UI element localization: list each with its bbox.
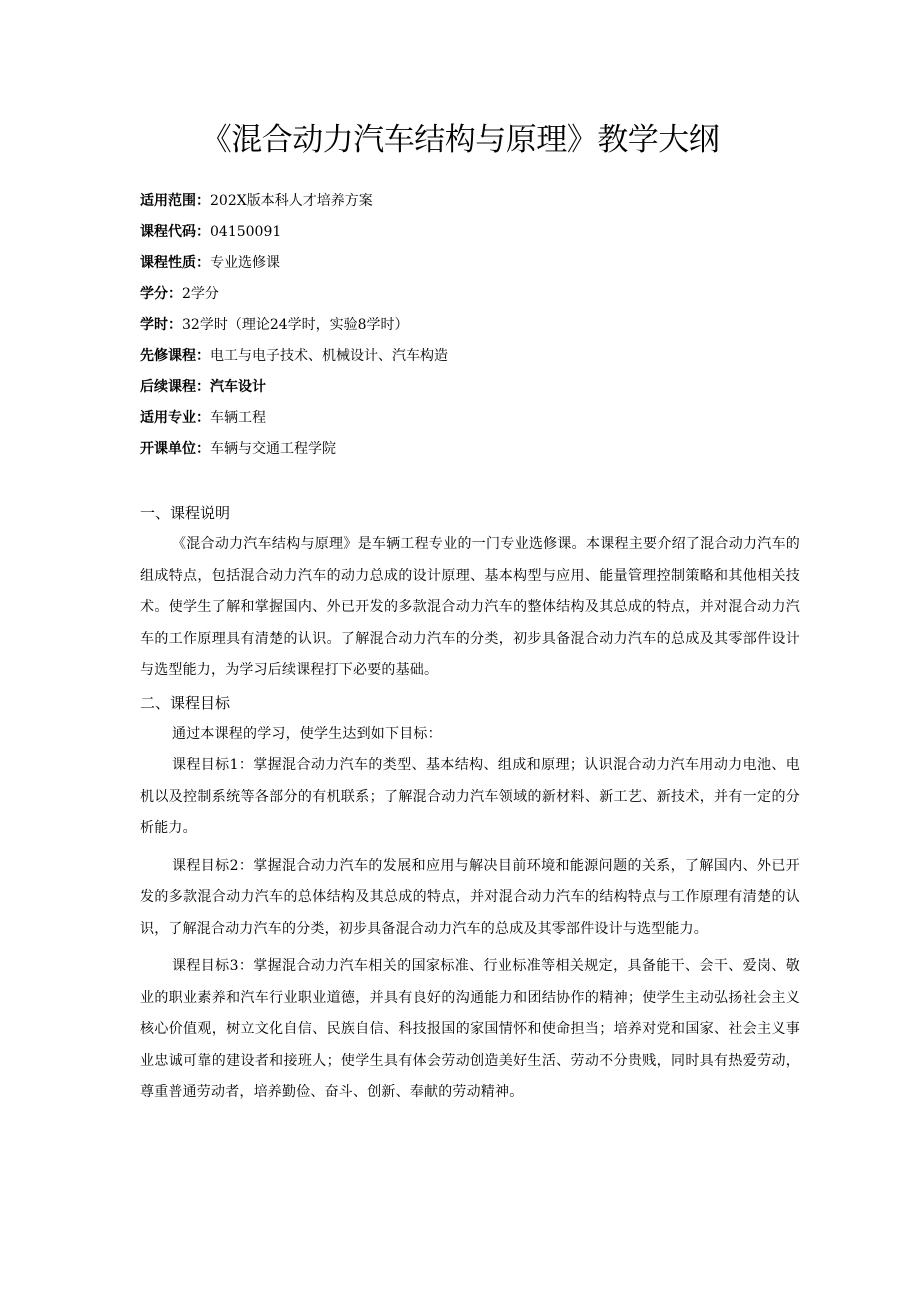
meta-value: 202X版本科人才培养方案 [210,193,373,209]
meta-label: 课程代码： [140,224,210,240]
meta-row-credits [140,279,800,310]
meta-label: 学时： [140,317,182,333]
section-heading-description: 一、课程说明 [140,504,231,522]
meta-label: 后续课程： [140,379,210,395]
meta-label: 课程性质： [140,255,210,271]
document-body [140,497,800,1115]
meta-row-code [140,217,800,248]
objective-2: 课程目标2：掌握混合动力汽车的发展和应用与解决目前环境和能源问题的关系，了解国内、外已开发的多款混合动力汽车的总体结构及其总成的特点，并对混合动力汽车的结构特点与工作原理有清楚的认识，了解混合动力汽车的分类，初步具备混合动力汽车的总成及其零部件设计与选型能力。 [140,857,800,937]
meta-value: 专业选修课 [210,255,280,271]
meta-value: 车辆工程 [210,410,266,426]
meta-label: 适用范围： [140,193,210,209]
document-title: 《混合动力汽车结构与原理》教学大纲 [200,122,720,158]
meta-label: 适用专业： [140,410,210,426]
meta-value: 电工与电子技术、机械设计、汽车构造 [210,348,448,364]
meta-value: 汽车设计 [210,379,266,395]
section-heading-objectives: 二、课程目标 [140,693,231,712]
meta-row-major [140,403,800,434]
meta-label: 学分： [140,286,182,302]
meta-label: 先修课程： [140,348,210,364]
meta-value: 2学分 [182,286,219,302]
meta-value: 04150091 [210,224,282,240]
meta-row-department [140,434,800,465]
meta-value: 车辆与交通工程学院 [210,441,336,457]
meta-row-prerequisites [140,341,800,372]
meta-row-followup [140,372,800,403]
course-meta [140,186,800,465]
objective-1: 课程目标1：掌握混合动力汽车的类型、基本结构、组成和原理；认识混合动力汽车用动力电池、电机以及控制系统等各部分的有机联系；了解混合动力汽车领域的新材料、新工艺、新技术，并有一定的分析能力。 [140,757,800,836]
meta-row-nature [140,248,800,279]
objective-3: 课程目标3：掌握混合动力汽车相关的国家标准、行业标准等相关规定，具备能干、会干、爱岗、敬业的职业素养和汽车行业职业道德，并具有良好的沟通能力和团结协作的精神；使学生主动弘扬社会主义核心价值观，树立文化自信、民族自信、科技报国的家国情怀和使命担当；培养对党和国家、社会主义事业忠诚可靠的建设者和接班人；使学生具有体会劳动创造美好生活、劳动不分贵贱，同时具有热爱劳动，尊重普通劳动者，培养勤俭、奋斗、创新、奉献的劳动精神。 [140,958,800,1100]
meta-label: 开课单位： [140,441,210,457]
meta-value: 32学时（理论24学时，实验8学时） [182,317,409,333]
meta-row-scope [140,186,800,217]
meta-row-hours [140,310,800,341]
description-paragraph: 《混合动力汽车结构与原理》是车辆工程专业的一门专业选修课。本课程主要介绍了混合动力汽车的组成特点，包括混合动力汽车的动力总成的设计原理、基本构型与应用、能量管理控制策略和其他相关技术。使学生了解和掌握国内、外已开发的多款混合动力汽车的整体结构及其总成的特点，并对混合动力汽车的工作原理具有清楚的认识。了解混合动力汽车的分类，初步具备混合动力汽车的总成及其零部件设计与选型能力，为学习后续课程打下必要的基础。 [140,536,800,678]
objectives-intro: 通过本课程的学习，使学生达到如下目标： [172,725,442,742]
